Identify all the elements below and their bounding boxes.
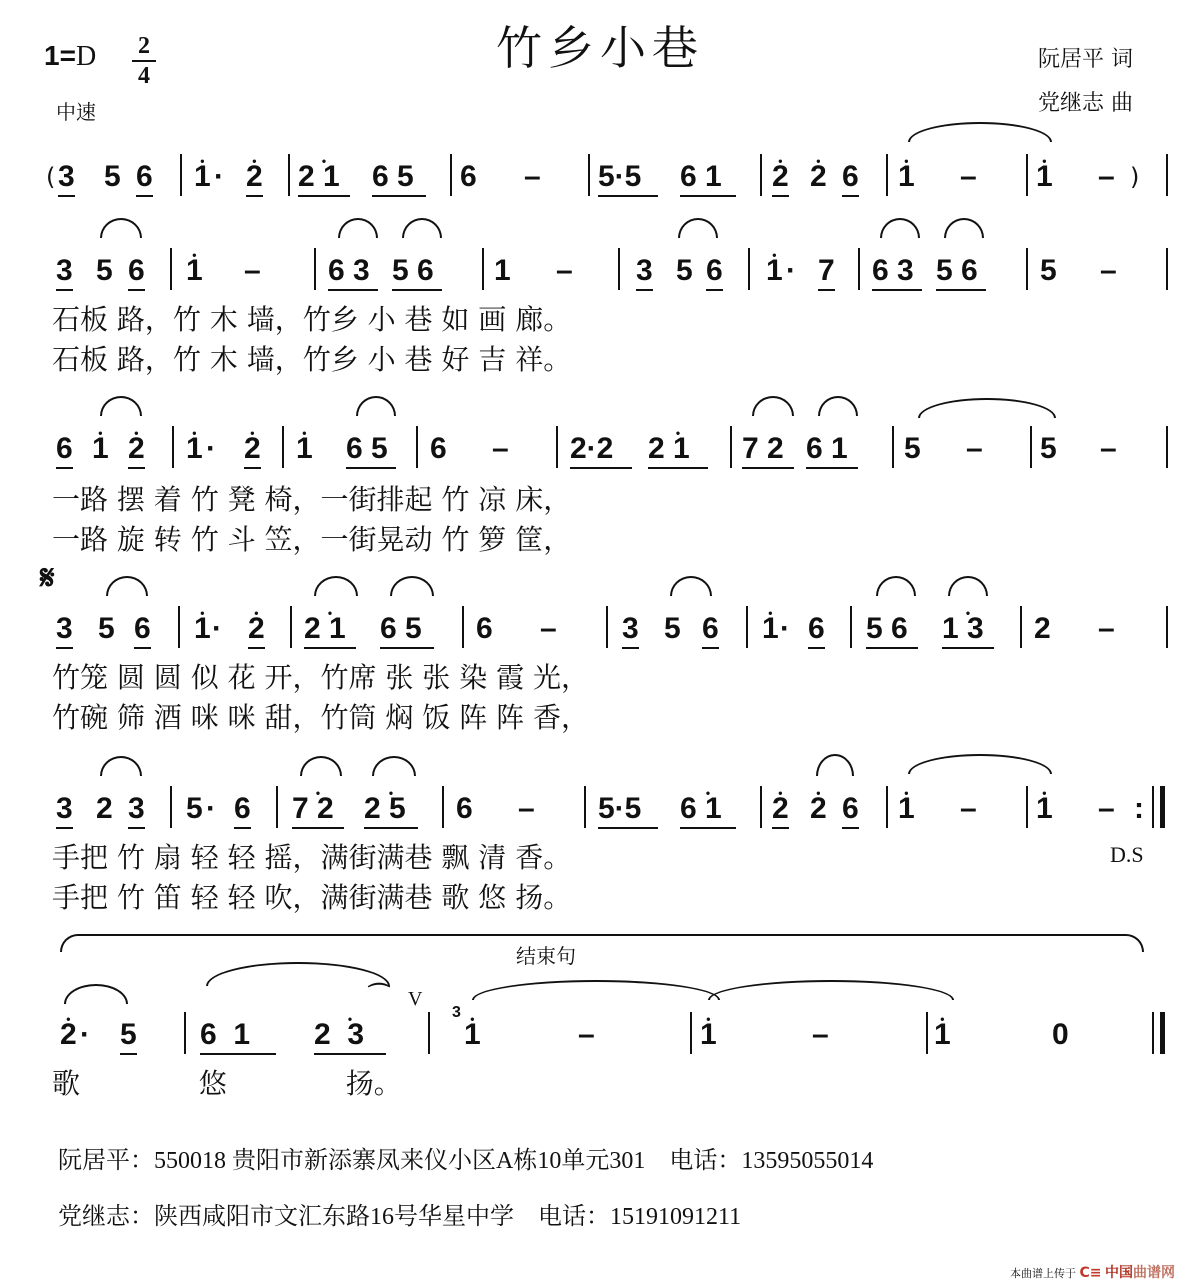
lyric-verse-2: 一路 旋 转 竹 斗 笠，一街晃动 竹 箩 筐， bbox=[52, 523, 572, 556]
staff-3-lyrics bbox=[52, 478, 1152, 558]
staff-2-lyrics bbox=[52, 298, 1152, 378]
staff-1: ( 3 5 6 • 1 · • 2 • 2 1 6 5 6 – 5·5 6 1 • 2 • 2 6 • 1 – • 1 – ) bbox=[0, 148, 1200, 208]
lyric-verse-2: 手把 竹 笛 轻 轻 吹，满街满巷 歌 悠 扬。 bbox=[52, 881, 572, 914]
breath-mark: V bbox=[408, 988, 423, 1010]
lyricist-credit: 阮居平 词 bbox=[1038, 47, 1133, 72]
key-prefix: 1= bbox=[44, 40, 76, 71]
lyric-verse-2: 石板 路，竹 木 墙，竹乡 小 巷 好 吉 祥。 bbox=[52, 343, 572, 376]
upload-watermark bbox=[1010, 1262, 1175, 1282]
staff-3: 6 • 1 • 2 • 1 · • 2 • 1 6 5 6 – 2·2 • 2 1 7 2 6 1 5 – 5 – bbox=[0, 420, 1200, 480]
lyricist-contact: 阮居平：550018 贵阳市新添寨凤来仪小区A栋10单元301 电话：13595055014 bbox=[58, 1148, 874, 1174]
lyric-verse-2: 竹碗 筛 酒 咪 咪 甜，竹筒 焖 饭 阵 阵 香， bbox=[52, 701, 590, 734]
ending-label: 结束句 bbox=[516, 944, 576, 968]
tempo-marking: 中速 bbox=[56, 100, 96, 124]
lyric-verse-1: 石板 路，竹 木 墙，竹乡 小 巷 如 画 廊。 bbox=[52, 303, 572, 336]
time-sig-top: 2 bbox=[138, 33, 150, 59]
lyric-verse-1: 竹笼 圆 圆 似 花 开，竹席 张 张 染 霞 光， bbox=[52, 661, 590, 694]
key-signature bbox=[44, 40, 96, 73]
site-logo-icon: C≡ bbox=[1079, 1265, 1102, 1281]
tie bbox=[908, 122, 1052, 142]
credits bbox=[1038, 38, 1133, 126]
composer-contact: 党继志：陕西咸阳市文汇东路16号华星中学 电话：15191091211 bbox=[58, 1204, 742, 1230]
staff-5: 3 2 3 5 · 6 • 7 2 • 2 5 6 – 5·5 • 6 1 • 2 • 2 6 • 1 – • 1 – : bbox=[0, 780, 1200, 840]
staff-5-lyrics bbox=[52, 836, 1152, 916]
time-signature bbox=[132, 34, 156, 88]
brand-name-a: 中国 bbox=[1105, 1265, 1134, 1281]
staff-4-lyrics bbox=[52, 656, 1152, 736]
staff-4: 3 5 6 • 1 · • 2 • 2 1 6 5 6 – 3 5 6 • 1 · 6 5 6 • 1 3 2 – bbox=[0, 600, 1200, 660]
lyric-verse-1: 手把 竹 扇 轻 轻 摇，满街满巷 飘 清 香。 bbox=[52, 841, 572, 874]
key-note: D bbox=[75, 41, 97, 72]
staff-6-lyrics bbox=[52, 1062, 1152, 1102]
upload-text: 本曲谱上传于 bbox=[1010, 1267, 1076, 1280]
segno-sign: 𝄋 bbox=[40, 558, 55, 598]
composer-credit: 党继志 曲 bbox=[1038, 91, 1133, 116]
staff-6: • 2 · 5 6 1 • 2 3 ⌒ 3 • 1 – • 1 – • 1 0 bbox=[0, 1006, 1200, 1066]
brand-name-b: 曲谱网 bbox=[1133, 1265, 1176, 1281]
song-title: 竹乡小巷 bbox=[496, 21, 704, 75]
lyric-ending: 歌 悠 扬。 bbox=[52, 1067, 402, 1100]
time-sig-bottom: 4 bbox=[138, 63, 150, 89]
lyric-verse-1: 一路 摆 着 竹 凳 椅，一街排起 竹 凉 床， bbox=[52, 483, 572, 516]
ending-bracket bbox=[60, 934, 1144, 952]
dal-segno-marking: D.S bbox=[1110, 842, 1144, 867]
staff-2: 3 5 6 • 1 – 6 3 5 6 1 – 3 5 6 • 1 · 7 6 3 5 6 5 – bbox=[0, 242, 1200, 302]
